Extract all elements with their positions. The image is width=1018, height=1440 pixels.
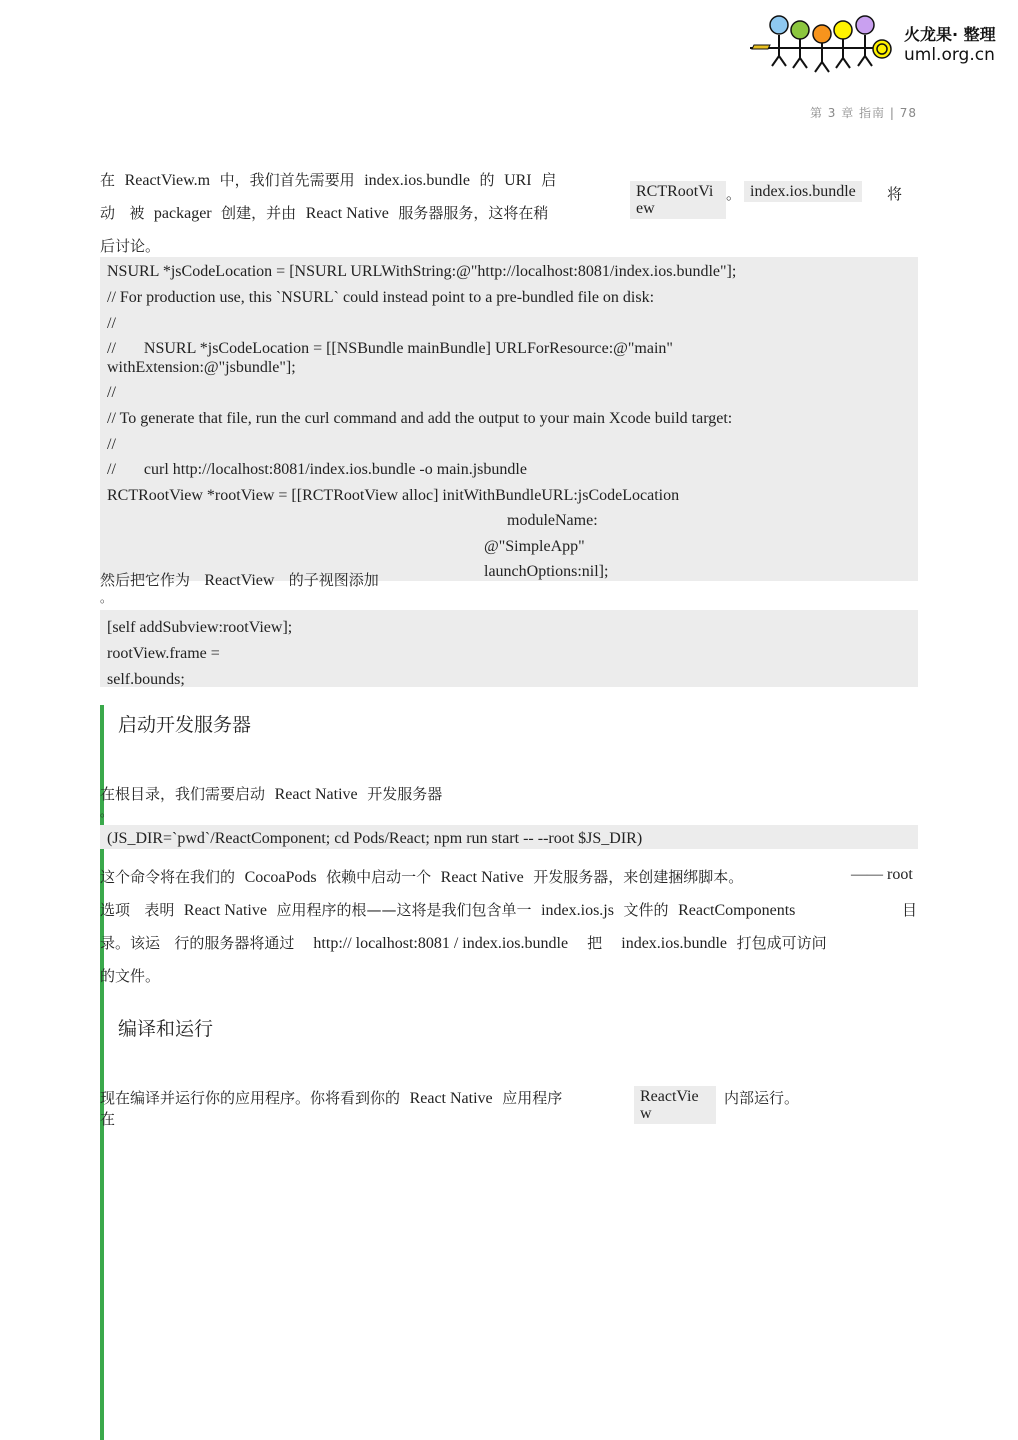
code-block-1 <box>100 257 918 581</box>
code-line: // NSURL *jsCodeLocation = [[NSBundle mainBundle] URLForResource:@"main" <box>107 340 673 357</box>
text: 现在编译并运行你的应用程序。你将看到你的 <box>100 1089 401 1107</box>
code-block-3 <box>100 825 918 849</box>
text: 开发服务器，来创建捆绑脚本。 <box>533 868 744 886</box>
logo-title: 火龙果· 整理 <box>904 25 996 44</box>
section1-desc-line3 <box>100 932 827 953</box>
code-line: // <box>107 384 116 401</box>
text: React Native <box>305 205 389 222</box>
text: React Native <box>409 1090 493 1107</box>
code-line: moduleName: <box>507 512 598 529</box>
code-line: // For production use, this `NSURL` could instead point to a pre-bundled file on disk: <box>107 289 655 306</box>
code-line: w <box>640 1105 652 1122</box>
text: —— root <box>851 866 913 883</box>
text: React Native <box>183 902 267 919</box>
text: 应用程序 <box>502 1089 563 1107</box>
code-line: rootView.frame = <box>107 645 220 662</box>
text: 录。该运 <box>100 934 161 952</box>
text: 表明 <box>144 901 175 919</box>
code-line: ew <box>636 200 655 217</box>
text: 的 <box>479 171 495 189</box>
inline-code-reactview <box>634 1086 716 1124</box>
text: 这个命令将在我们的 <box>100 868 236 886</box>
text: 在 <box>100 1110 116 1128</box>
text: React Native <box>274 786 358 803</box>
text: 中，我们首先需要用 <box>219 171 355 189</box>
text: 然后把它作为 <box>100 571 191 589</box>
text: 将 <box>887 185 903 203</box>
text: 被 <box>129 204 145 222</box>
text: CocoaPods <box>244 869 317 886</box>
text: 目 <box>902 901 918 919</box>
section2-para <box>100 1087 562 1108</box>
code-line: [self addSubview:rootView]; <box>107 619 293 636</box>
section-heading-dev-server: 启动开发服务器 <box>118 714 252 736</box>
code-line: // <box>107 315 116 332</box>
inline-code-rctrootview <box>630 181 726 219</box>
code-block-2 <box>100 610 918 687</box>
text: index.ios.bundle <box>621 935 728 952</box>
inline-code-bundle: index.ios.bundle <box>744 181 862 202</box>
page-number: 第 3 章 指南 | 78 <box>809 106 917 120</box>
code-line: // curl http://localhost:8081/index.ios.bundle -o main.jsbundle <box>107 461 527 478</box>
text: 选项 <box>100 901 131 919</box>
section1-desc-line4: 的文件。 <box>100 967 161 985</box>
text: 行的服务器将通过 <box>174 934 295 952</box>
period: 。 <box>100 591 113 605</box>
section1-desc-line1 <box>100 866 743 887</box>
code-line: (JS_DIR=`pwd`/ReactComponent; cd Pods/React; npm run start -- --root $JS_DIR) <box>107 830 643 847</box>
para1-line2 <box>100 202 548 223</box>
text: index.ios.js <box>541 902 614 919</box>
text: URI <box>504 172 532 189</box>
text: ReactComponents <box>678 902 796 919</box>
text: 创建，并由 <box>221 204 297 222</box>
period: 。 <box>100 805 113 819</box>
text: 内部运行。 <box>724 1089 800 1107</box>
text: index.ios.bundle <box>364 172 470 189</box>
text: http:// localhost:8081 / index.ios.bundle <box>313 935 569 952</box>
logo-figures-icon <box>748 12 898 74</box>
text: 把 <box>587 934 603 952</box>
para2 <box>100 569 379 590</box>
text: 文件的 <box>623 901 669 919</box>
code-line: RCTRootVi <box>636 183 714 200</box>
logo-url: uml.org.cn <box>904 45 995 65</box>
section1-desc-line2 <box>100 899 795 920</box>
text: 依赖中启动一个 <box>326 868 432 886</box>
text: 应用程序的根——这将是我们包含单一 <box>276 901 532 919</box>
text: ReactView.m <box>124 172 211 189</box>
code-line: self.bounds; <box>107 671 185 688</box>
text: 开发服务器 <box>367 785 443 803</box>
para1-line3: 后讨论。 <box>100 237 161 255</box>
text: packager <box>153 205 212 222</box>
period: 。 <box>726 185 742 203</box>
code-line: RCTRootView *rootView = [[RCTRootView alloc] initWithBundleURL:jsCodeLocation <box>107 487 680 504</box>
code-line: ReactVie <box>640 1088 699 1105</box>
code-line: @"SimpleApp" <box>484 538 585 555</box>
text: 服务器服务，这将在稍 <box>398 204 549 222</box>
code-line: // To generate that file, run the curl command and add the output to your main Xcode build target: <box>107 410 733 427</box>
text: 在 <box>100 171 116 189</box>
text: 动 <box>100 204 116 222</box>
section-heading-build-run: 编译和运行 <box>118 1018 214 1040</box>
text: ReactView <box>204 572 275 589</box>
text: React Native <box>440 869 524 886</box>
text: 的子视图添加 <box>288 571 379 589</box>
text: 在根目录，我们需要启动 <box>100 785 266 803</box>
text: 打包成可访问 <box>736 934 827 952</box>
section1-para <box>100 783 442 804</box>
code-line: withExtension:@"jsbundle"]; <box>107 359 296 376</box>
code-line: NSURL *jsCodeLocation = [NSURL URLWithString:@"http://localhost:8081/index.ios.bundle"]; <box>107 263 737 280</box>
para1-line1 <box>100 169 556 190</box>
code-line: launchOptions:nil]; <box>484 563 609 580</box>
text: 启 <box>541 171 557 189</box>
code-line: // <box>107 436 116 453</box>
